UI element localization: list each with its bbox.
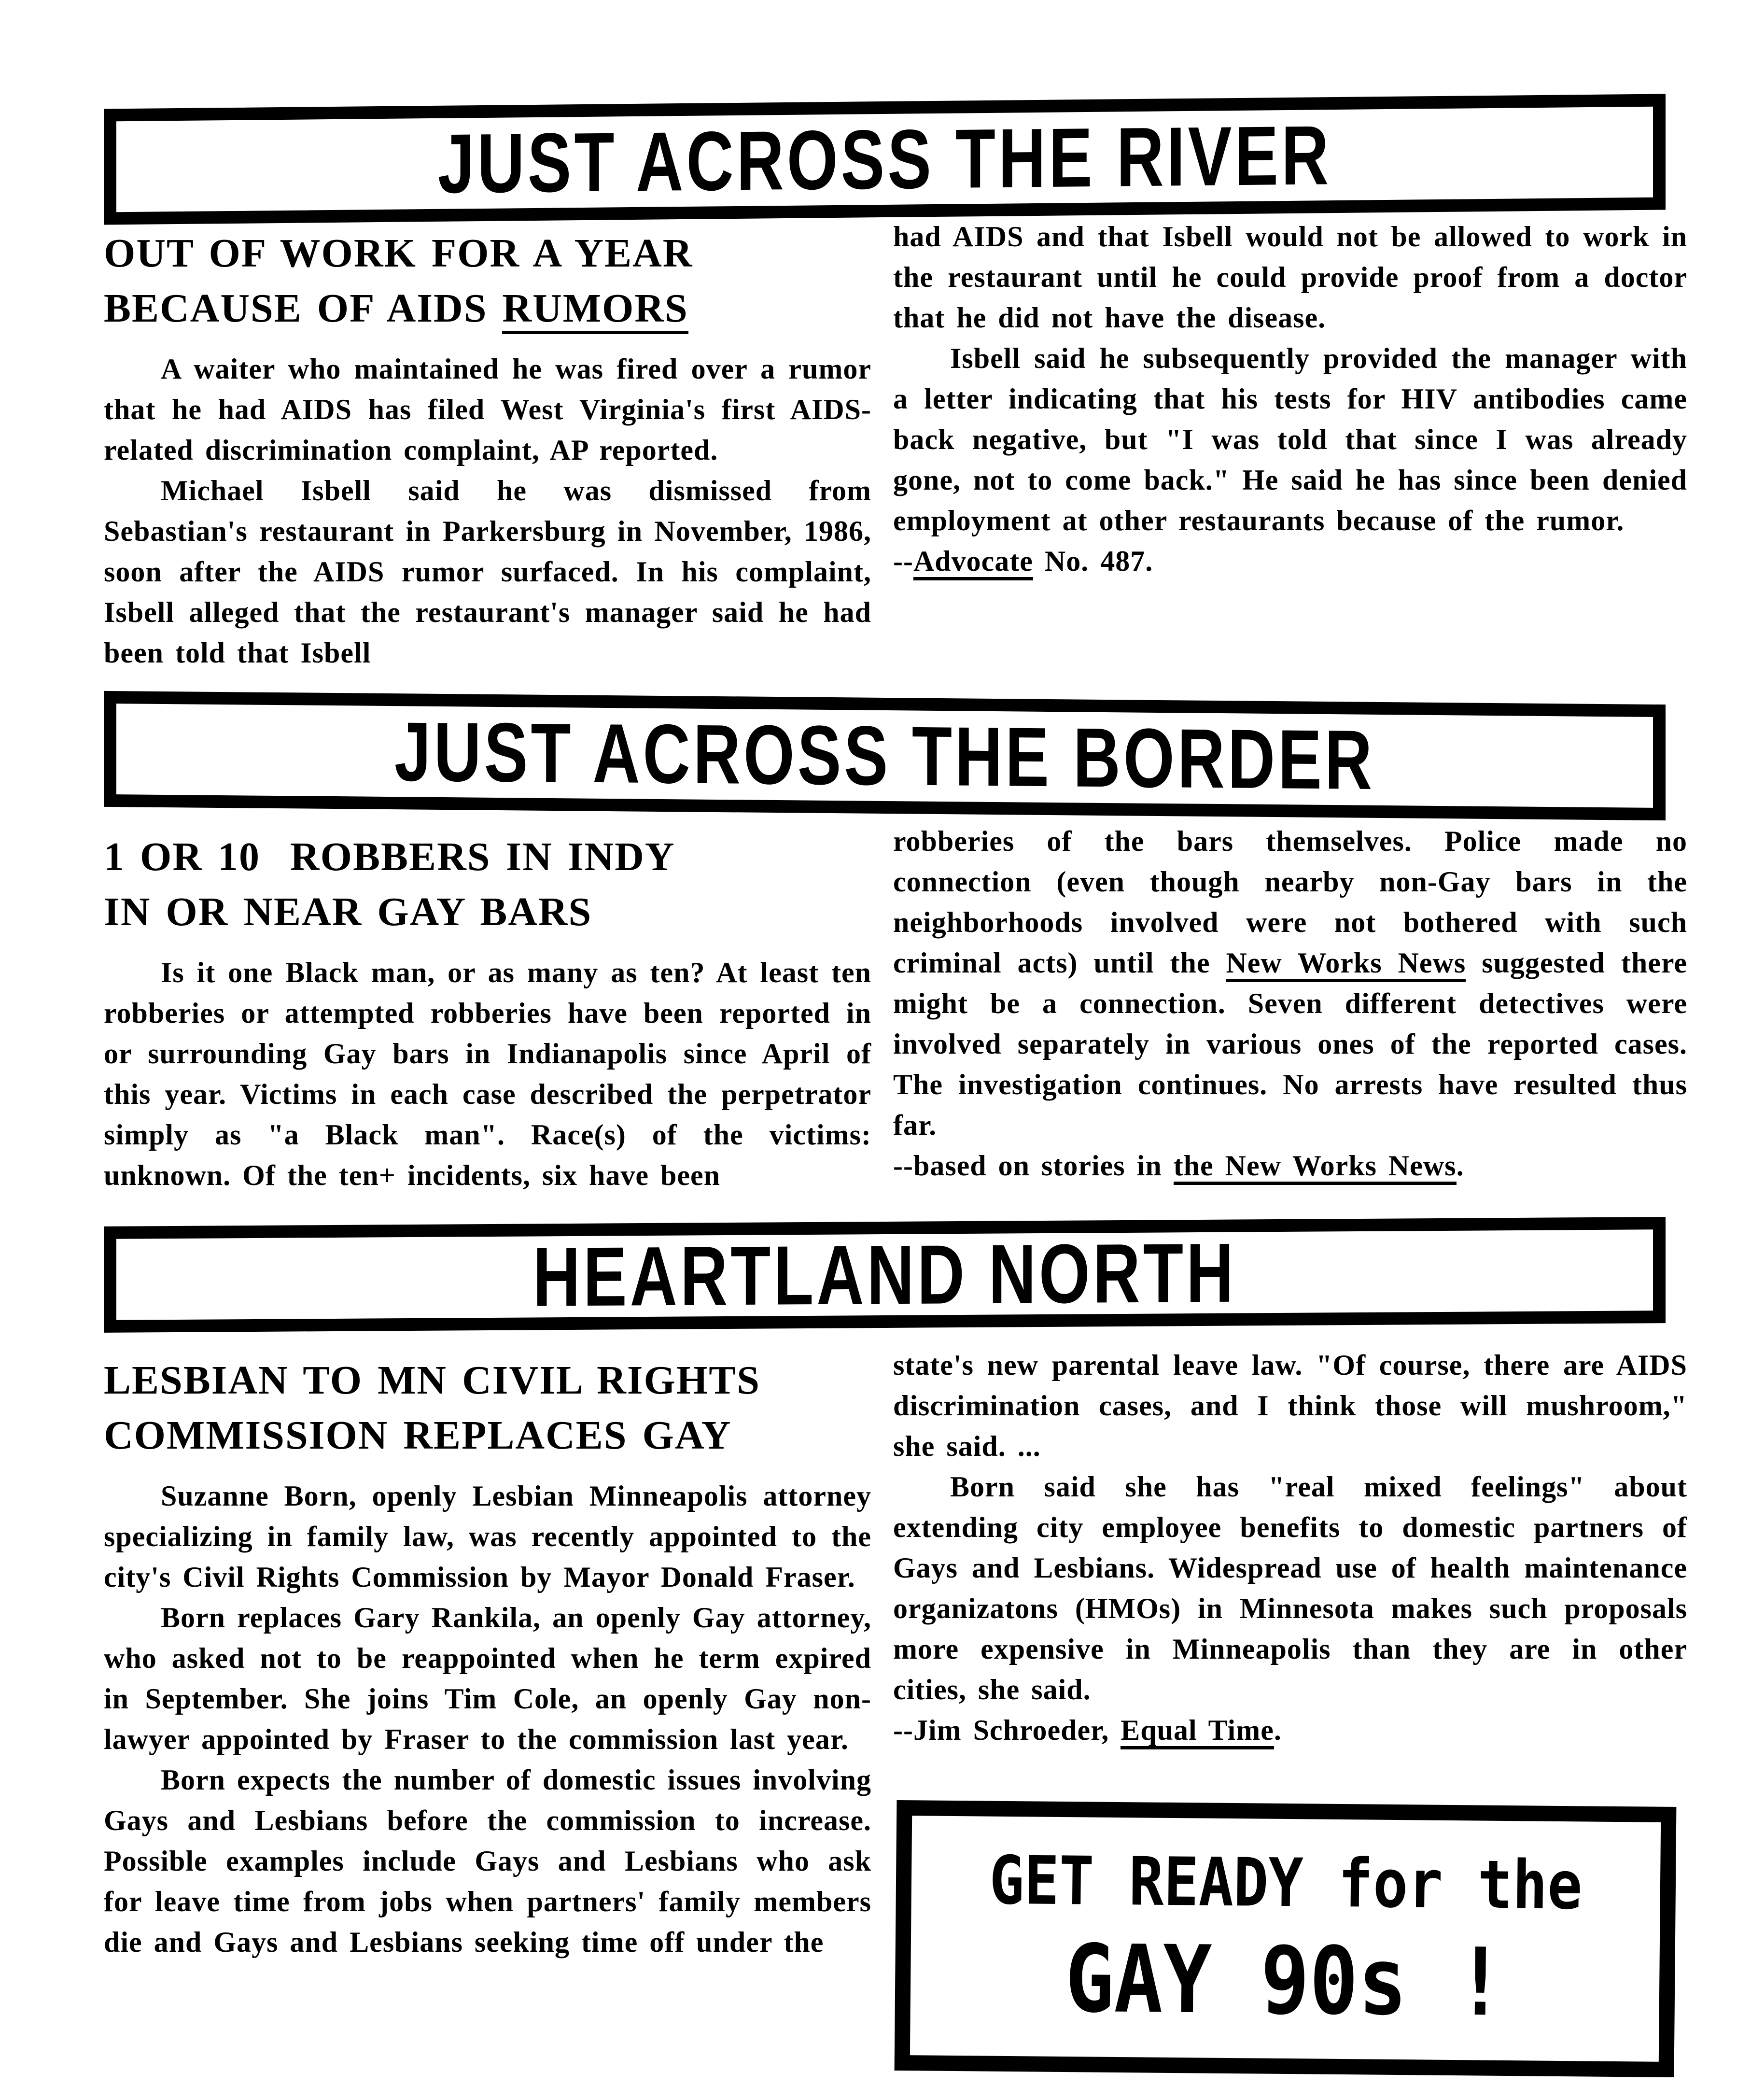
river-article-headline (104, 226, 871, 336)
paragraph-text: robberies of the bars themselves. Police made no connection (even though nearby non-Gay bars in the neighborhoods involved were not bothered with such criminal acts) until the (893, 825, 1687, 979)
paragraph (893, 821, 1687, 1145)
heartland-article-byline (893, 1710, 1687, 1750)
publication-name: New Works News (1226, 947, 1466, 982)
heartland-headline-line2: COMMISSION REPLACES GAY (104, 1413, 732, 1458)
border-article-left-column (104, 830, 871, 1196)
heartland-article-right-column (893, 1345, 1687, 1750)
heartland-article-headline (104, 1353, 871, 1463)
river-headline-line2 (104, 281, 871, 336)
byline-source: Advocate (913, 545, 1033, 580)
river-article-left-column (104, 226, 871, 673)
byline-source: the New Works News (1174, 1150, 1457, 1185)
promo-box-gay-90s (895, 1800, 1677, 2077)
paragraph: Isbell said he subsequently provided the manager with a letter indicating that his tests for HIV antibodies came back negative, but "I was told that since I was already gone, not to come back." He said he has since been denied employment at other restaurants because of the rumor. (893, 342, 1687, 536)
byline-suffix: . (1456, 1150, 1464, 1182)
section-banner-just-across-the-river (104, 94, 1666, 225)
paragraph-text: suggested there might be a connection. Seven different detectives were involved separately in various ones of the reported cases. The investigation continues. No arrests have resulted thus far. (893, 947, 1688, 1141)
banner-title: HEARTLAND NORTH (532, 1226, 1237, 1324)
paragraph: had AIDS and that Isbell would not be allowed to work in the restaurant until he could provide proof from a doctor that he did not have the disease. (893, 221, 1687, 334)
paragraph: Born replaces Gary Rankila, an openly Gay attorney, who asked not to be reappointed when he term expired in September. She joins Tim Cole, an openly Gay non-lawyer appointed by Fraser to the commission last year. (104, 1602, 871, 1755)
paragraph: Michael Isbell said he was dismissed from Sebastian's restaurant in Parkersburg in November, 1986, soon after the AIDS rumor surfaced. In his complaint, Isbell alleged that the restaurant's manager said he had been told that Isbell (104, 475, 871, 669)
paragraph: Born said she has "real mixed feelings" about extending city employee benefits to domestic partners of Gays and Lesbians. Widespread use of health maintenance organizatons (HMOs) in Minnesota makes such proposals more expensive in Minneapolis than they are in other cities, she said. (893, 1471, 1687, 1705)
byline-suffix: No. 487. (1033, 545, 1153, 577)
border-headline-line1: 1 OR 10 ROBBERS IN INDY (104, 834, 675, 879)
paragraph: Suzanne Born, openly Lesbian Minneapolis attorney specializing in family law, was recently appointed to the city's Civil Rights Commission by Mayor Donald Fraser. (104, 1480, 871, 1593)
border-article-byline (893, 1145, 1687, 1186)
banner-title: JUST ACROSS THE RIVER (437, 108, 1332, 211)
paragraph: A waiter who maintained he was fired over a rumor that he had AIDS has filed West Virginia's first AIDS-related discrimination complaint, AP reported. (104, 353, 871, 466)
heartland-article-left-column (104, 1353, 871, 1962)
border-article-headline (104, 830, 871, 940)
river-headline-line1: OUT OF WORK FOR A YEAR (104, 231, 693, 276)
paragraph: Born expects the number of domestic issues involving Gays and Lesbians before the commission to increase. Possible examples include Gays and Lesbians who ask for leave time from jobs when partners' family members die and Gays and Lesbians seeking time off under the (104, 1764, 871, 1958)
river-headline-underlined-word: RUMORS (502, 286, 688, 334)
banner-title: JUST ACROSS THE BORDER (394, 704, 1375, 807)
promo-line-2: GAY 90s ! (1065, 1924, 1505, 2037)
byline-prefix: --Jim Schroeder, (893, 1714, 1121, 1746)
byline-prefix: -- (893, 545, 913, 577)
byline-suffix: . (1274, 1714, 1282, 1746)
river-article-byline (893, 541, 1687, 581)
river-headline-line2-prefix: BECAUSE OF AIDS (104, 286, 503, 331)
river-article-right-column (893, 216, 1687, 581)
section-banner-just-across-the-border (104, 691, 1666, 820)
byline-prefix: --based on stories in (893, 1150, 1174, 1182)
border-article-right-column (893, 821, 1687, 1186)
paragraph: Is it one Black man, or as many as ten? At least ten robberies or attempted robberies have been reported in or surrounding Gay bars in Indianapolis since April of this year. Victims in each case described the perpetrator simply as "a Black man". Race(s) of the victims: unknown. Of the ten+ incidents, six have been (104, 957, 871, 1191)
heartland-headline-line1: LESBIAN TO MN CIVIL RIGHTS (104, 1358, 760, 1403)
border-headline-line2: IN OR NEAR GAY BARS (104, 889, 592, 934)
promo-line-1: GET READY for the (989, 1842, 1583, 1925)
byline-source: Equal Time (1121, 1714, 1274, 1749)
paragraph: state's new parental leave law. "Of course, there are AIDS discrimination cases, and I think those will mushroom," she said. ... (893, 1349, 1687, 1462)
section-banner-heartland-north (104, 1217, 1666, 1333)
